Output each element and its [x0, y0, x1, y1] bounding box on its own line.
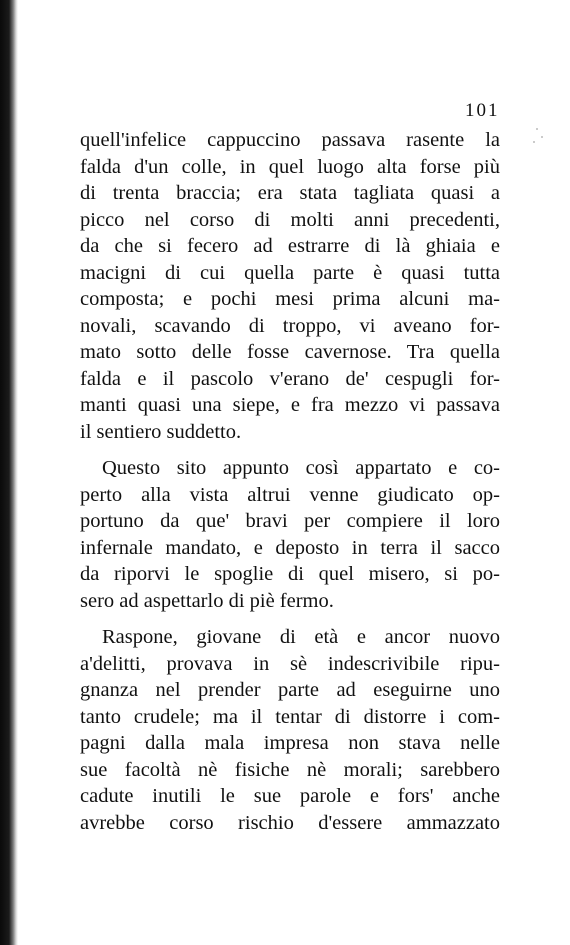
- text-line: di trenta braccia; era stata tagliata quasi a: [80, 182, 500, 204]
- text-line: mato sotto delle fosse cavernose. Tra quella: [80, 341, 500, 363]
- paper-speck: [536, 128, 538, 130]
- paper-speck: [541, 136, 543, 138]
- paragraph: [80, 455, 500, 614]
- text-line: pagni dalla mala impresa non stava nelle: [80, 732, 500, 754]
- text-line: picco nel corso di molti anni precedenti,: [80, 208, 500, 231]
- text-line: quell'infelice cappuccino passava rasente la: [80, 129, 500, 151]
- text-line: Questo sito appunto così appartato e co-: [102, 457, 500, 479]
- text-line: sue facoltà nè fisiche nè morali; sarebbero: [80, 758, 500, 781]
- body-text: [80, 127, 500, 836]
- text-line: Raspone, giovane di età e ancor nuovo: [102, 626, 500, 648]
- text-line: tanto crudele; ma il tentar di distorre i com-: [80, 705, 500, 728]
- text-line: sero ad aspettarlo di piè fermo.: [80, 589, 334, 612]
- book-spine-shadow: [0, 0, 18, 945]
- text-line: a'delitti, provava in sè indescrivibile ripu-: [80, 652, 500, 675]
- text-line: portuno da que' bravi per compiere il loro: [80, 510, 500, 532]
- book-page: [18, 0, 570, 945]
- text-line: macigni di cui quella parte è quasi tutta: [80, 261, 500, 284]
- paper-speck: [533, 141, 535, 143]
- page-number: 101: [465, 100, 500, 121]
- text-line: perto alla vista altrui venne giudicato op-: [80, 483, 500, 506]
- text-line: gnanza nel prender parte ad eseguirne uno: [80, 679, 500, 701]
- text-line: falda e il pascolo v'erano de' cespugli for-: [80, 367, 500, 390]
- text-line: avrebbe corso rischio d'essere ammazzato: [80, 811, 500, 834]
- text-line: da che si fecero ad estrarre di là ghiaia e: [80, 235, 500, 257]
- text-line: il sentiero suddetto.: [80, 420, 242, 443]
- paragraph: [80, 127, 500, 445]
- text-line: novali, scavando di troppo, vi aveano for-: [80, 314, 500, 337]
- paragraph-gap: [80, 445, 500, 455]
- paragraph-gap: [80, 614, 500, 624]
- text-line: manti quasi una siepe, e fra mezzo vi passava: [80, 394, 500, 416]
- text-line: da riporvi le spoglie di quel misero, si po-: [80, 563, 500, 585]
- text-line: falda d'un colle, in quel luogo alta forse più: [80, 155, 500, 178]
- paragraph: [80, 624, 500, 836]
- text-line: infernale mandato, e deposto in terra il sacco: [80, 536, 500, 559]
- text-line: composta; e pochi mesi prima alcuni ma-: [80, 288, 500, 310]
- text-line: cadute inutili le sue parole e fors' anche: [80, 785, 500, 807]
